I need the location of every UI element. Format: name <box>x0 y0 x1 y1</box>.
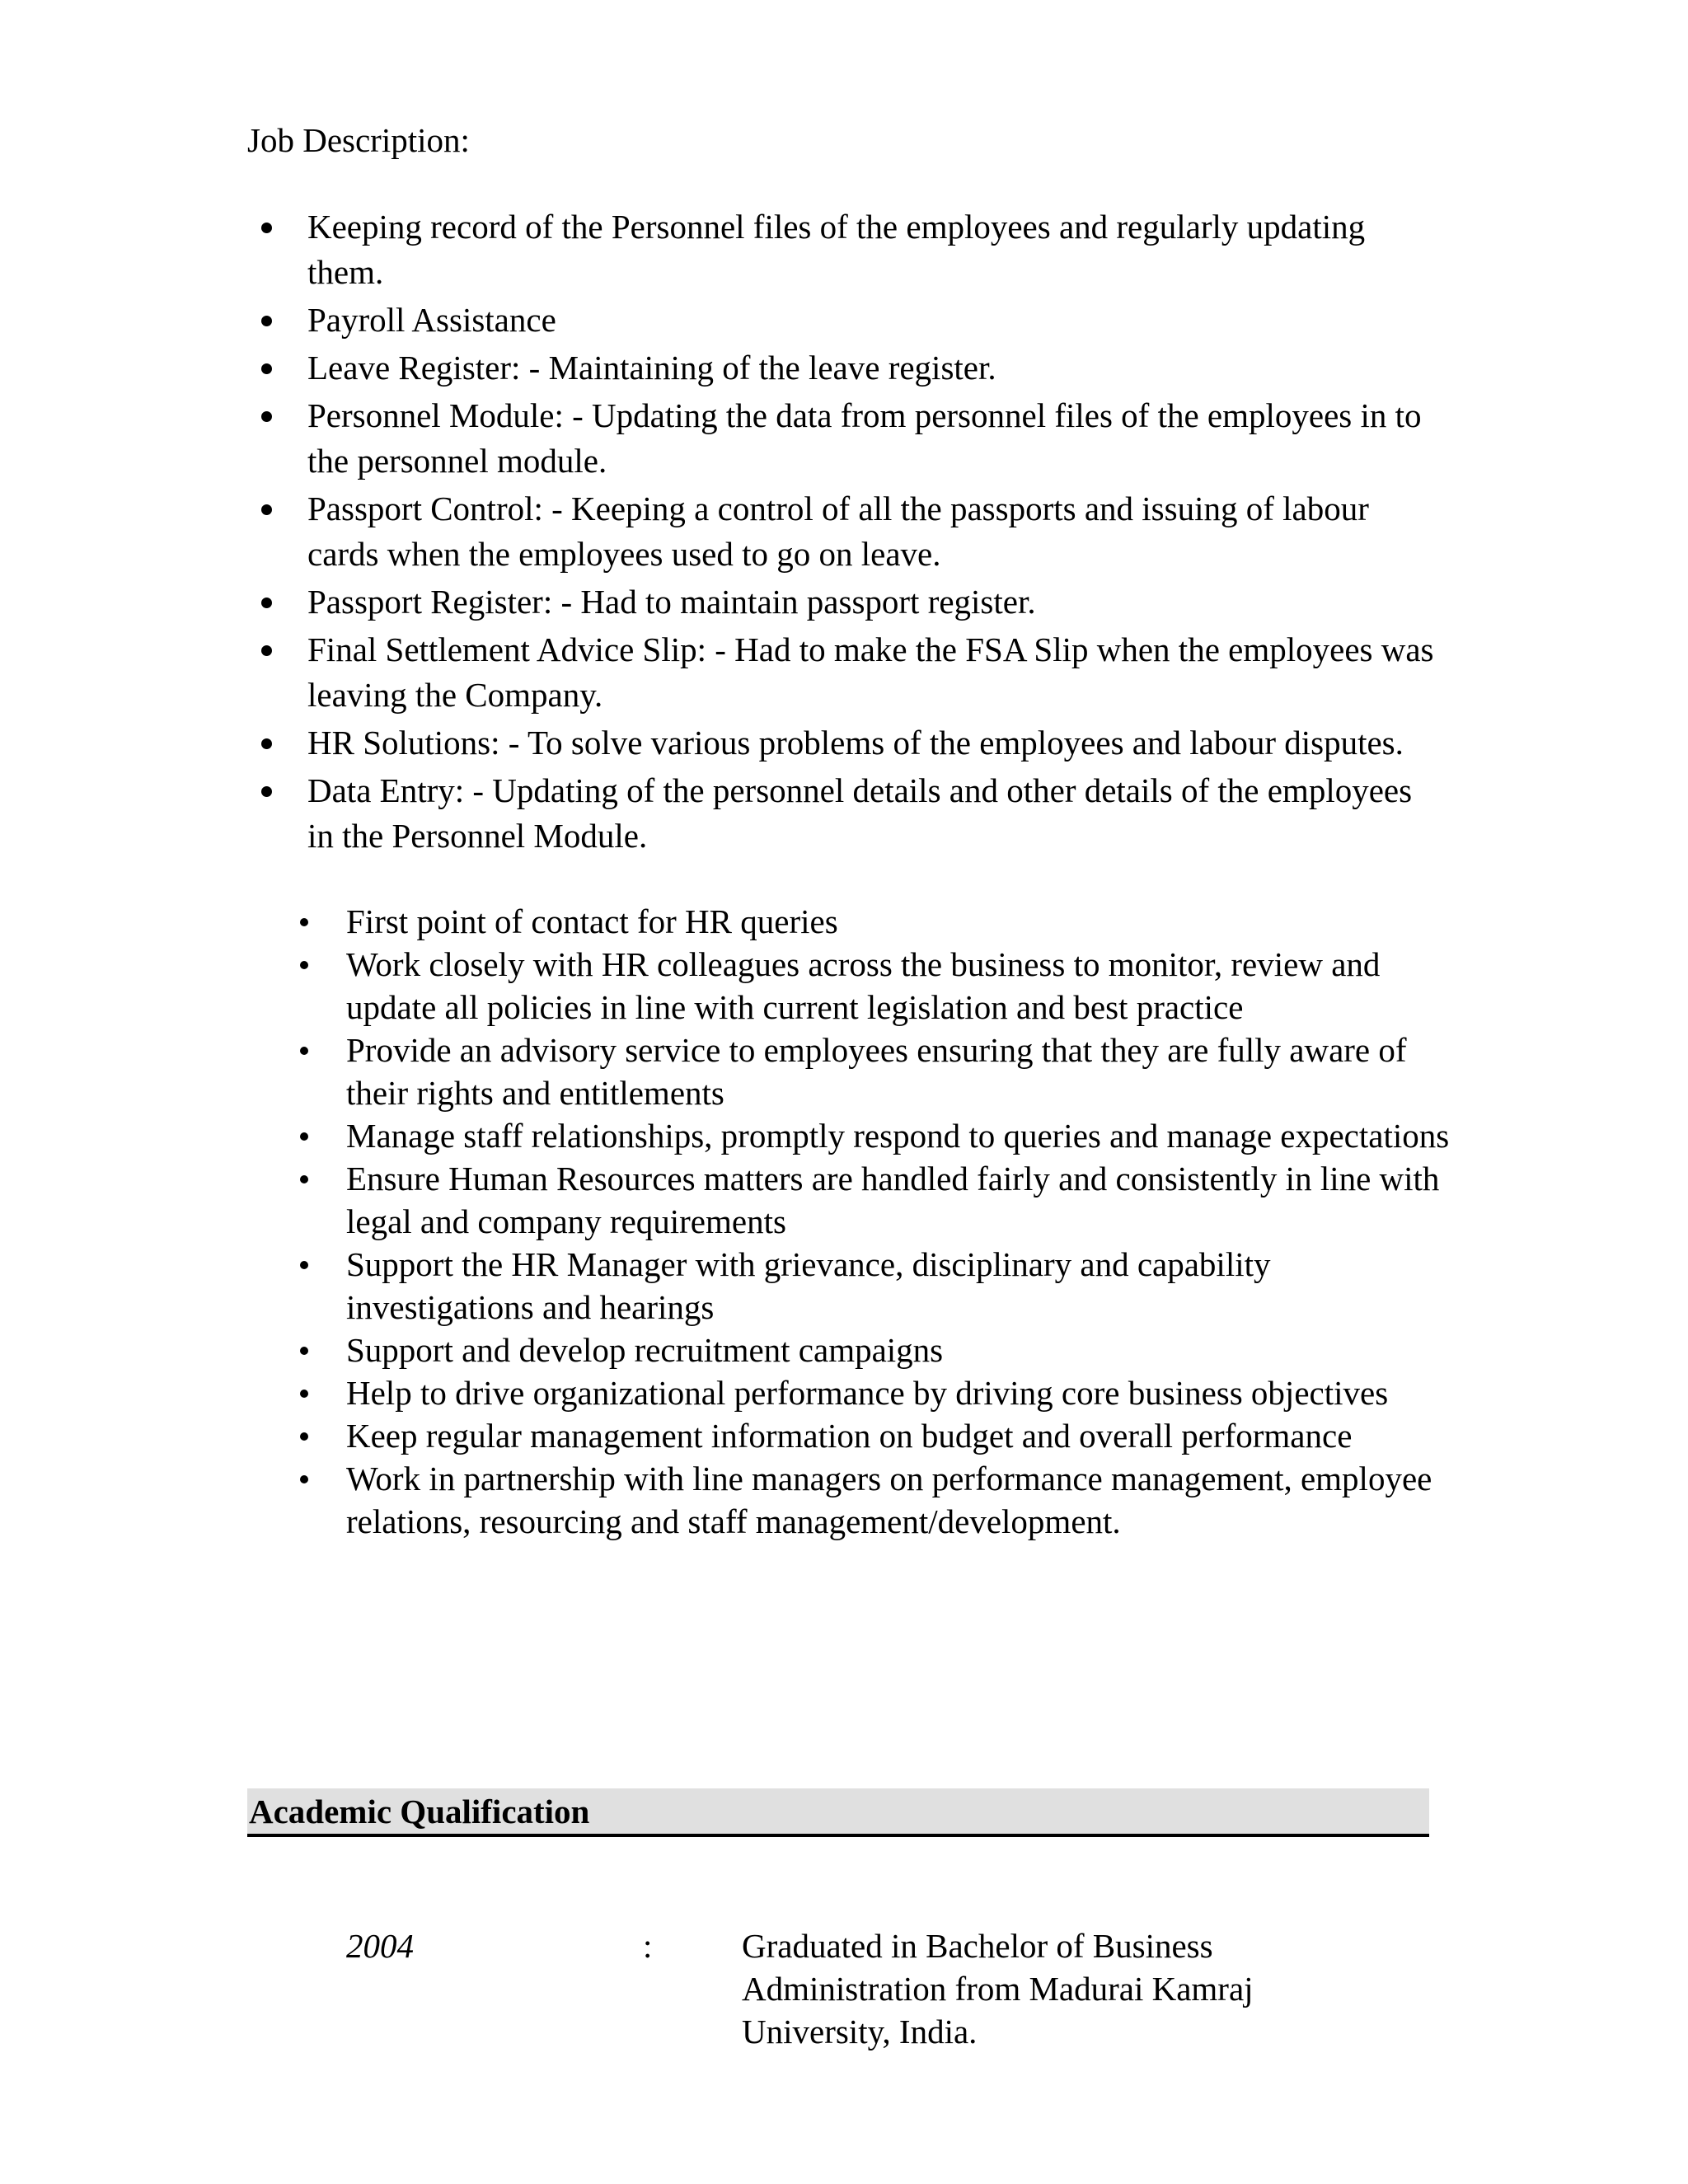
list-item <box>247 204 1442 295</box>
list-item <box>247 720 1442 766</box>
list-item-text: Work closely with HR colleagues across the business to monitor, review and update all policies in line with current legislation and best practice <box>346 945 1381 1026</box>
list-item <box>291 1243 1461 1329</box>
list-item <box>247 486 1442 577</box>
bullet-icon <box>300 918 308 926</box>
bullet-icon <box>261 411 272 422</box>
list-item <box>291 1414 1461 1457</box>
list-item-text: Help to drive organizational performance by driving core business objectives <box>346 1374 1389 1412</box>
list-item-text: Payroll Assistance <box>307 301 556 339</box>
list-item-text: Data Entry: - Updating of the personnel details and other details of the employees in the Personnel Module. <box>307 771 1413 855</box>
list-item-text: Provide an advisory service to employees ensuring that they are fully aware of their rights and entitlements <box>346 1031 1407 1112</box>
list-item <box>291 1371 1461 1414</box>
list-item-text: Keep regular management information on budget and overall performance <box>346 1417 1353 1455</box>
list-item-text: Ensure Human Resources matters are handled fairly and consistently in line with legal and company requirements <box>346 1160 1440 1240</box>
job-description-heading: Job Description: <box>247 121 470 159</box>
list-item <box>247 768 1442 859</box>
list-item-text: Manage staff relationships, promptly respond to queries and manage expectations <box>346 1117 1450 1155</box>
list-item-text: Final Settlement Advice Slip: - Had to make the FSA Slip when the employees was leaving the Company. <box>307 630 1434 714</box>
bullet-icon <box>261 598 272 608</box>
list-item-text: Passport Control: - Keeping a control of all the passports and issuing of labour cards when the employees used to go on leave. <box>307 490 1369 573</box>
bullet-icon <box>261 363 272 374</box>
bullet-icon <box>300 1432 308 1441</box>
list-item <box>247 579 1442 625</box>
bullet-icon <box>300 1347 308 1355</box>
job-duties-list <box>247 204 1442 861</box>
bullet-icon <box>300 1047 308 1055</box>
list-item-text: Keeping record of the Personnel files of the employees and regularly updating them. <box>307 208 1366 291</box>
qualification-description: Graduated in Bachelor of Business Administration from Madurai Kamraj University, India. <box>742 1927 1254 2050</box>
list-item-text: Support and develop recruitment campaigns <box>346 1331 944 1369</box>
bullet-icon <box>300 1475 308 1483</box>
hr-responsibilities-list <box>291 900 1461 1543</box>
academic-section-header <box>247 1788 1429 1837</box>
bullet-icon <box>300 1132 308 1141</box>
bullet-icon <box>261 786 272 797</box>
list-item <box>291 1457 1461 1543</box>
list-item <box>291 1329 1461 1371</box>
list-item <box>291 900 1461 943</box>
list-item <box>247 345 1442 391</box>
bullet-icon <box>261 645 272 656</box>
list-item <box>247 393 1442 484</box>
list-item-text: HR Solutions: - To solve various problems of the employees and labour disputes. <box>307 724 1404 762</box>
qualification-separator: : <box>643 1927 653 1965</box>
bullet-icon <box>300 1175 308 1183</box>
list-item-text: Leave Register: - Maintaining of the leave register. <box>307 349 996 387</box>
list-item-text: Passport Register: - Had to maintain passport register. <box>307 583 1036 621</box>
bullet-icon <box>300 961 308 969</box>
list-item-text: Work in partnership with line managers on performance management, employee relations, resourcing and staff management/development. <box>346 1460 1432 1540</box>
bullet-icon <box>261 316 272 326</box>
bullet-icon <box>261 738 272 749</box>
list-item <box>291 1114 1461 1157</box>
list-item <box>291 943 1461 1029</box>
list-item <box>247 298 1442 343</box>
section-title: Academic Qualification <box>249 1793 590 1830</box>
list-item <box>291 1029 1461 1114</box>
bullet-icon <box>261 223 272 233</box>
list-item <box>291 1157 1461 1243</box>
list-item <box>247 627 1442 718</box>
bullet-icon <box>300 1390 308 1398</box>
qualification-year: 2004 <box>346 1927 414 1965</box>
list-item-text: Support the HR Manager with grievance, disciplinary and capability investigations and hearings <box>346 1245 1271 1326</box>
list-item-text: Personnel Module: - Updating the data from personnel files of the employees in to the personnel module. <box>307 396 1422 480</box>
bullet-icon <box>261 504 272 515</box>
bullet-icon <box>300 1261 308 1269</box>
list-item-text: First point of contact for HR queries <box>346 902 838 940</box>
